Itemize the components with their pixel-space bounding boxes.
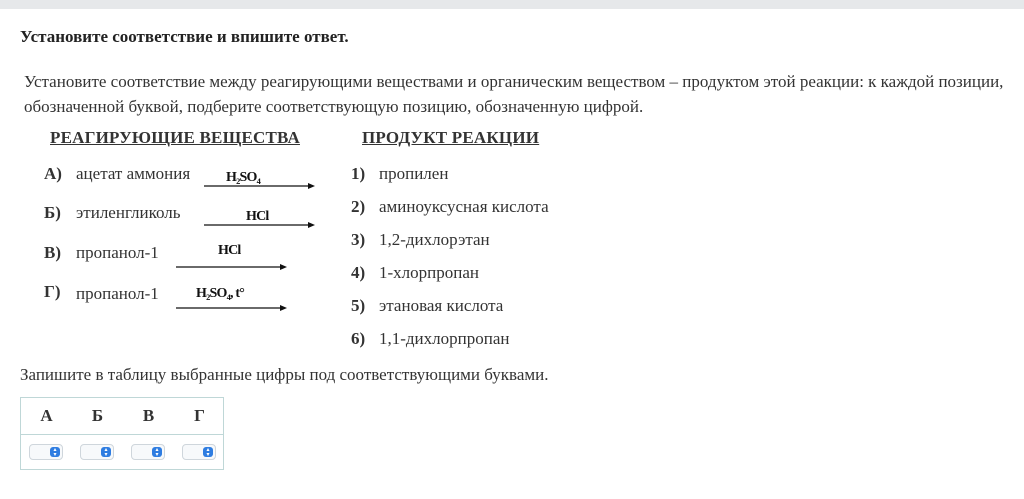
reactant-substance: этиленгликоль	[76, 203, 181, 222]
task-heading: Установите соответствие и впишите ответ.	[20, 27, 349, 46]
answer-table	[20, 397, 224, 470]
product-name: пропилен	[379, 164, 449, 183]
reaction-arrow-a	[204, 160, 316, 190]
product-number: 5)	[351, 296, 366, 315]
arrow-icon	[204, 182, 316, 190]
select-stepper-icon: ▴ ▾	[50, 447, 60, 457]
reactant-substance: пропанол-1	[76, 243, 159, 262]
reactant-letter: Г)	[44, 282, 61, 301]
product-number: 1)	[351, 164, 366, 183]
product-name: этановая кислота	[379, 296, 504, 315]
select-stepper-icon: ▴ ▾	[101, 447, 111, 457]
reagent-label: H₂SO₄	[226, 170, 260, 185]
answer-header-c: В	[142, 406, 155, 425]
answer-select-a[interactable]	[29, 444, 63, 460]
reaction-arrow-b	[204, 199, 316, 229]
answer-select-c[interactable]	[131, 444, 165, 460]
product-number: 4)	[351, 263, 366, 282]
reactant-letter: Б)	[44, 203, 61, 222]
reagent-label: H₂SO₄, t°	[196, 286, 245, 301]
answer-select-b[interactable]	[80, 444, 114, 460]
product-name: 1,2-дихлорэтан	[379, 230, 490, 249]
reactants-column-title: РЕАГИРУЮЩИЕ ВЕЩЕСТВА	[50, 128, 300, 147]
answer-table-header	[21, 398, 223, 435]
product-name: 1,1-дихлорпропан	[379, 329, 510, 348]
answer-header-b: Б	[91, 406, 104, 425]
arrow-icon	[176, 304, 288, 312]
reactant-letter: В)	[44, 243, 61, 262]
task-description: Установите соответствие между реагирующими веществами и органическим веществом – продуктом этой реакции: к каждой позиции, обозначенной буквой, подберите соответствующую позицию, обозначенную цифрой.	[24, 72, 1004, 116]
products-column-title: ПРОДУКТ РЕАКЦИИ	[362, 128, 540, 147]
product-name: 1-хлорпропан	[379, 263, 479, 282]
reagent-label: HCl	[246, 209, 269, 224]
answer-header-d: Г	[194, 406, 205, 425]
answer-header-a: А	[40, 406, 53, 425]
product-name: аминоуксусная кислота	[379, 197, 549, 216]
top-bar	[0, 0, 1024, 9]
select-stepper-icon: ▴ ▾	[152, 447, 162, 457]
product-number: 6)	[351, 329, 366, 348]
reactant-letter: А)	[44, 164, 62, 183]
reaction-arrow-c	[176, 239, 288, 271]
product-number: 2)	[351, 197, 366, 216]
arrow-icon	[176, 263, 288, 271]
reaction-arrow-d	[176, 280, 288, 312]
reagent-label: HCl	[218, 243, 241, 258]
product-number: 3)	[351, 230, 366, 249]
reactant-substance: ацетат аммония	[76, 164, 191, 183]
arrow-icon	[204, 221, 316, 229]
answer-select-d[interactable]	[182, 444, 216, 460]
instruction-text: Запишите в таблицу выбранные цифры под соответствующими буквами.	[20, 365, 549, 384]
reactant-substance: пропанол-1	[76, 284, 159, 303]
select-stepper-icon: ▴ ▾	[203, 447, 213, 457]
